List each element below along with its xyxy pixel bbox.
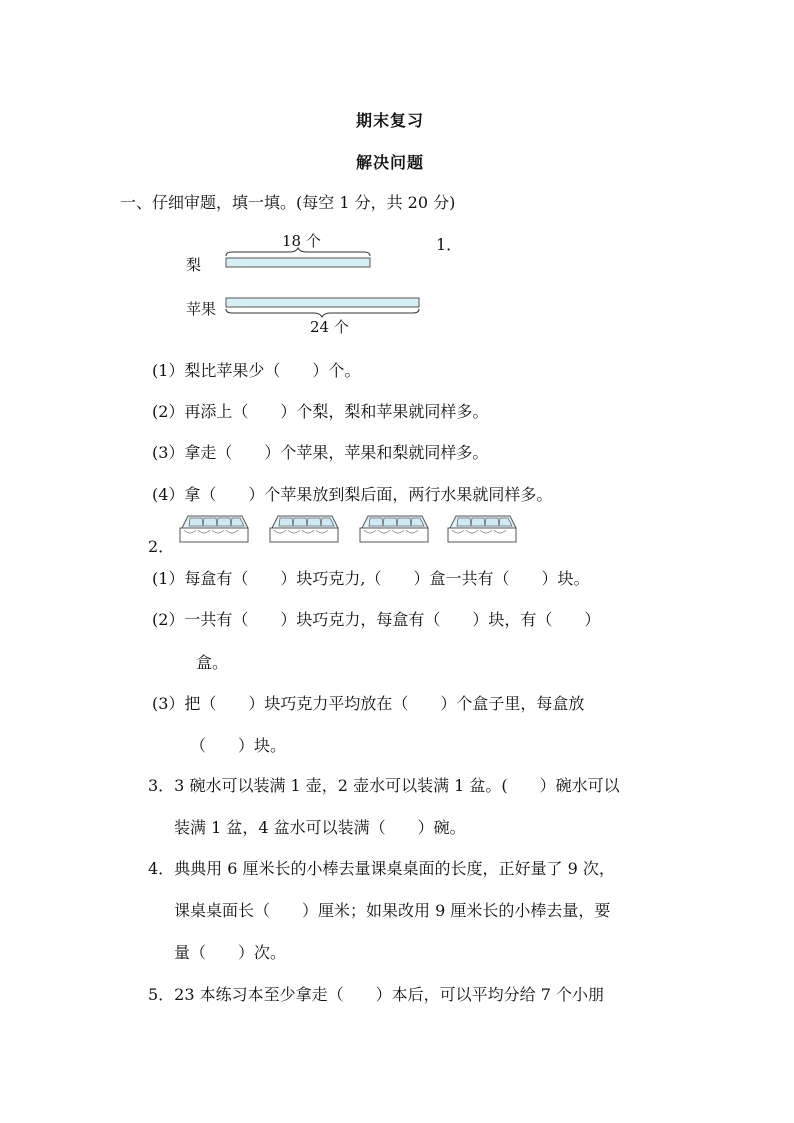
q1-item-4: (4）拿（ ）个苹果放到梨后面，两行水果就同样多。 xyxy=(152,485,553,504)
q2-item-3: (3）把（ ）块巧克力平均放在（ ）个盒子里，每盒放 xyxy=(152,694,585,713)
question-number-1: 1． xyxy=(436,235,463,254)
apple-label: 苹果 xyxy=(186,300,217,318)
q4-line-1: 4．典典用 6 厘米长的小棒去量课桌桌面的长度，正好量了 9 次， xyxy=(148,859,615,878)
pear-count-label: 18 个 xyxy=(282,232,321,250)
chocolate-box-4 xyxy=(448,516,516,542)
q1-item-1: (1）梨比苹果少（ ）个。 xyxy=(152,361,361,380)
page-title: 期末复习 xyxy=(356,111,425,130)
q4-line-3: 量（ ）次。 xyxy=(174,943,287,962)
chocolate-box-1 xyxy=(180,516,248,542)
q3-line-1: 3．3 碗水可以装满 1 壶，2 壶水可以装满 1 盆。( ）碗水可以 xyxy=(148,776,620,795)
chocolate-box-2 xyxy=(270,516,338,542)
q2-item-2: (2）一共有（ ）块巧克力，每盒有（ ）块，有（ ） xyxy=(152,610,601,629)
q4-line-2: 课桌桌面长（ ）厘米；如果改用 9 厘米长的小棒去量，要 xyxy=(174,901,611,920)
chocolate-box-3 xyxy=(360,516,428,542)
page-subtitle: 解决问题 xyxy=(356,153,425,172)
pear-label: 梨 xyxy=(186,256,202,274)
section-heading: 一、仔细审题，填一填。(每空 1 分，共 20 分) xyxy=(120,193,456,212)
q5-line-1: 5．23 本练习本至少拿走（ ）本后，可以平均分给 7 个小朋 xyxy=(148,985,604,1004)
q3-line-2: 装满 1 盆，4 盆水可以装满（ ）碗。 xyxy=(174,818,466,837)
question-number-2: 2． xyxy=(148,537,175,556)
q1-item-2: (2）再添上（ ）个梨，梨和苹果就同样多。 xyxy=(152,402,489,421)
q2-item-2-cont: 盒。 xyxy=(196,653,229,672)
q1-item-3: (3）拿走（ ）个苹果，苹果和梨就同样多。 xyxy=(152,443,489,462)
q2-item-3-cont: （ ）块。 xyxy=(190,736,287,755)
apple-count-label: 24 个 xyxy=(310,318,349,336)
q2-item-1: (1）每盒有（ ）块巧克力,（ ）盒一共有（ ）块。 xyxy=(152,569,590,588)
chocolate-boxes xyxy=(0,0,794,560)
